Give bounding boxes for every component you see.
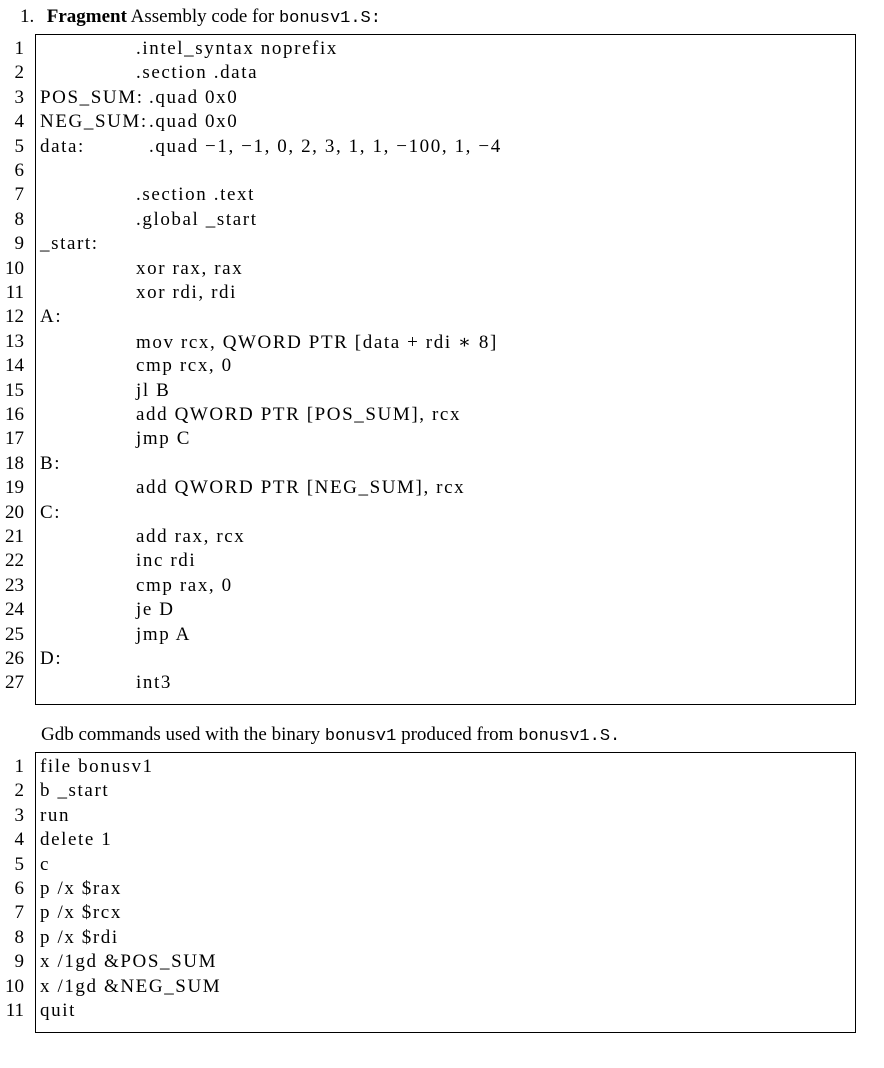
code-text: jmp C — [136, 428, 191, 450]
code-line — [0, 624, 884, 648]
code-line — [0, 648, 884, 672]
code-text: mov rcx, QWORD PTR [data + rdi ∗ 8] — [136, 331, 498, 353]
line-number: 2 — [14, 780, 24, 802]
question-number: 1. — [20, 6, 35, 27]
code-line — [0, 550, 884, 574]
gdb-heading-text-2: produced from — [401, 724, 514, 745]
code-label: NEG_SUM: — [40, 111, 148, 133]
gdb-command-line — [0, 878, 884, 902]
code-label: POS_SUM: — [40, 86, 144, 108]
line-number: 2 — [14, 62, 24, 84]
line-number: 8 — [14, 926, 24, 948]
line-number: 6 — [14, 160, 24, 181]
line-number: 7 — [14, 902, 24, 924]
code-line — [0, 87, 884, 111]
code-label: A: — [40, 306, 63, 328]
code-text: cmp rax, 0 — [136, 574, 233, 596]
binary-filename: bonusv1 — [324, 727, 397, 746]
code-text: .intel_syntax noprefix — [136, 38, 338, 59]
code-line — [0, 160, 884, 184]
gdb-command: delete 1 — [40, 829, 113, 851]
gdb-command-line — [0, 805, 884, 829]
line-number: 17 — [5, 428, 24, 450]
code-line — [0, 233, 884, 257]
gdb-command-line — [0, 829, 884, 853]
code-text: add QWORD PTR [NEG_SUM], rcx — [136, 477, 466, 499]
code-text: add rax, rcx — [136, 526, 246, 547]
source-filename: bonusv1.S: — [278, 9, 381, 28]
code-label: B: — [40, 452, 62, 474]
code-line — [0, 502, 884, 526]
line-number: 1 — [14, 756, 24, 777]
gdb-command: p /x $rax — [40, 878, 122, 899]
fragment-label: Fragment — [46, 6, 127, 27]
line-number: 19 — [5, 477, 24, 499]
code-line — [0, 355, 884, 379]
code-label: C: — [40, 501, 62, 523]
gdb-command-line — [0, 1000, 884, 1024]
line-number: 4 — [14, 111, 24, 133]
code-line — [0, 38, 884, 62]
gdb-command: run — [40, 804, 71, 826]
gdb-command: file bonusv1 — [40, 756, 154, 777]
code-line — [0, 404, 884, 428]
code-line — [0, 526, 884, 550]
line-number: 16 — [5, 404, 24, 425]
gdb-command-line — [0, 756, 884, 780]
code-text: cmp rcx, 0 — [136, 355, 233, 377]
gdb-command-line — [0, 902, 884, 926]
line-number: 21 — [5, 526, 24, 547]
line-number: 25 — [5, 623, 24, 645]
line-number: 27 — [5, 672, 24, 694]
code-line — [0, 282, 884, 306]
gdb-command-line — [0, 854, 884, 878]
code-text: .quad 0x0 — [149, 86, 239, 108]
code-text: .quad −1, −1, 0, 2, 3, 1, 1, −100, 1, −4 — [149, 135, 502, 157]
code-line — [0, 453, 884, 477]
code-label: data: — [40, 135, 85, 157]
gdb-command-line — [0, 976, 884, 1000]
line-number: 7 — [14, 184, 24, 206]
line-number: 10 — [5, 975, 24, 997]
code-text: xor rax, rax — [136, 257, 244, 279]
gdb-command: p /x $rcx — [40, 902, 122, 924]
line-number: 11 — [5, 1000, 24, 1021]
code-text: add QWORD PTR [POS_SUM], rcx — [136, 404, 462, 425]
code-line — [0, 428, 884, 452]
code-line — [0, 331, 884, 355]
code-line — [0, 306, 884, 330]
line-number: 23 — [5, 574, 24, 596]
line-number: 5 — [14, 853, 24, 875]
line-number: 15 — [5, 379, 24, 401]
gdb-heading-text: Gdb commands used with the binary — [41, 724, 321, 745]
code-text: int3 — [136, 672, 172, 694]
code-text: .quad 0x0 — [149, 111, 239, 133]
code-label: _start: — [40, 233, 99, 255]
gdb-command-line — [0, 927, 884, 951]
line-number: 3 — [14, 804, 24, 826]
code-text: jmp A — [136, 623, 191, 645]
line-number: 13 — [5, 330, 24, 352]
line-number: 18 — [5, 452, 24, 474]
code-text: xor rdi, rdi — [136, 282, 237, 303]
line-number: 26 — [5, 648, 24, 669]
code-line — [0, 62, 884, 86]
code-text: jl B — [136, 379, 171, 401]
code-line — [0, 380, 884, 404]
line-number: 14 — [5, 355, 24, 377]
code-text: .global _start — [136, 208, 258, 230]
code-line — [0, 599, 884, 623]
code-text: .section .text — [136, 184, 255, 206]
gdb-command: p /x $rdi — [40, 926, 119, 948]
code-line — [0, 184, 884, 208]
line-number: 22 — [5, 550, 24, 572]
line-number: 3 — [14, 86, 24, 108]
code-line — [0, 111, 884, 135]
code-line — [0, 477, 884, 501]
heading-text: Assembly code for — [130, 6, 275, 27]
line-number: 1 — [14, 38, 24, 59]
gdb-command: x /1gd &NEG_SUM — [40, 975, 222, 997]
code-line — [0, 575, 884, 599]
question-heading — [20, 6, 381, 30]
gdb-command: x /1gd &POS_SUM — [40, 951, 218, 973]
gdb-command-line — [0, 780, 884, 804]
line-number: 9 — [14, 951, 24, 973]
code-label: D: — [40, 648, 63, 669]
gdb-command-line — [0, 951, 884, 975]
code-text: je D — [136, 599, 175, 621]
gdb-heading — [41, 724, 620, 748]
gdb-command: c — [40, 853, 51, 875]
source-filename-2: bonusv1.S. — [518, 727, 621, 746]
line-number: 9 — [14, 233, 24, 255]
code-line — [0, 672, 884, 696]
code-line — [0, 209, 884, 233]
line-number: 5 — [14, 135, 24, 157]
gdb-command: b _start — [40, 780, 110, 802]
line-number: 6 — [14, 878, 24, 899]
line-number: 11 — [5, 282, 24, 303]
code-line — [0, 258, 884, 282]
code-text: .section .data — [136, 62, 259, 84]
code-line — [0, 136, 884, 160]
line-number: 8 — [14, 208, 24, 230]
line-number: 24 — [5, 599, 24, 621]
code-text: inc rdi — [136, 550, 197, 572]
gdb-command: quit — [40, 1000, 76, 1021]
line-number: 10 — [5, 257, 24, 279]
line-number: 20 — [5, 501, 24, 523]
line-number: 12 — [5, 306, 24, 328]
line-number: 4 — [14, 829, 24, 851]
